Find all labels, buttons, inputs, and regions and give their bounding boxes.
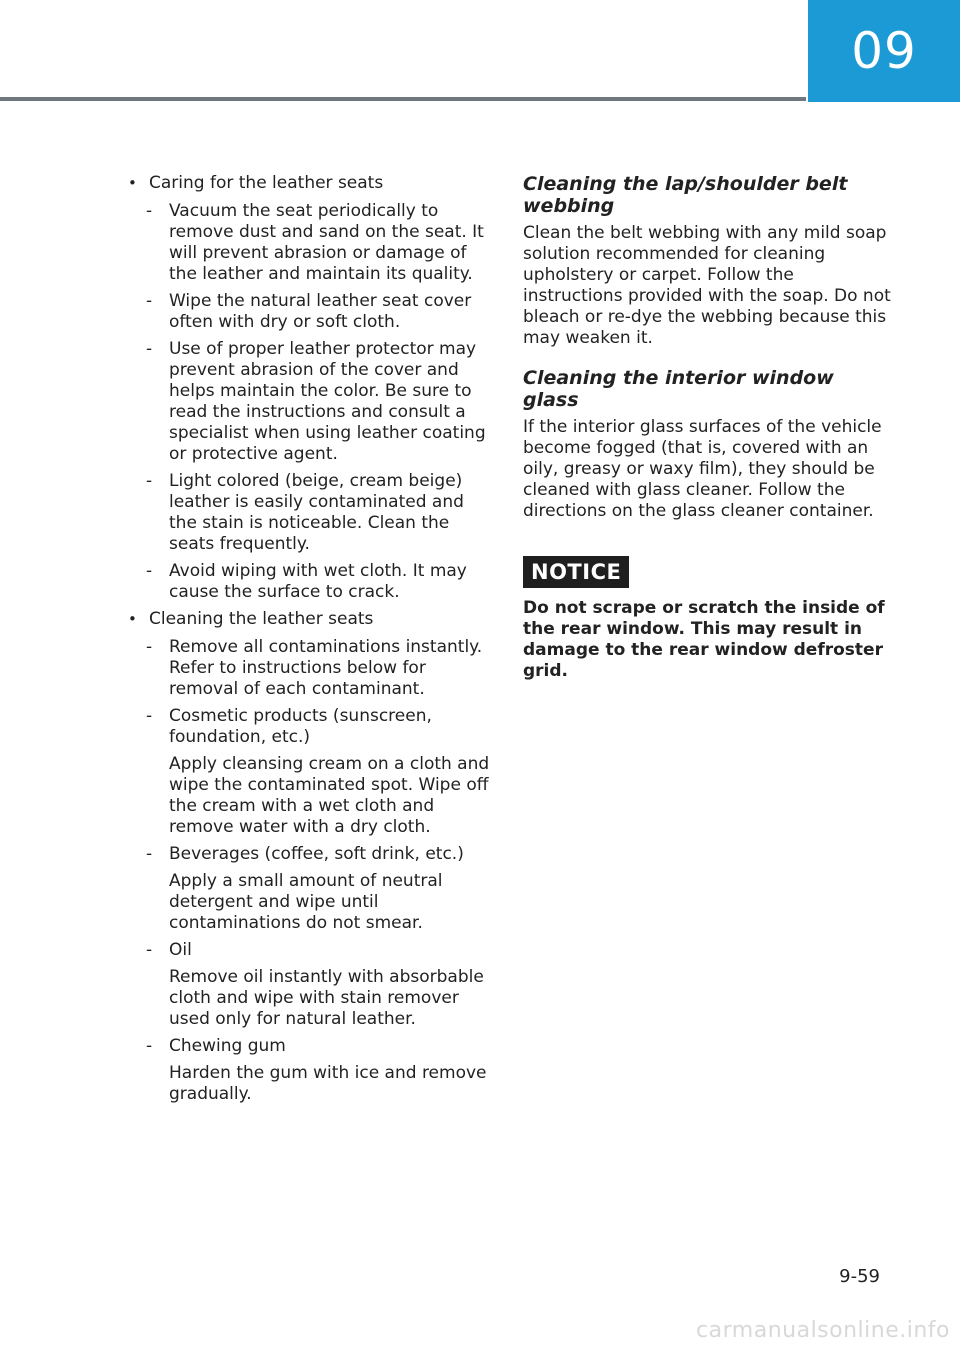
list-item: - Wipe the natural leather seat cover often with dry or soft cloth.: [146, 291, 472, 332]
header-rule: [0, 97, 806, 101]
belt-paragraph: Clean the belt webbing with any mild soap solution recommended for cleaning upholstery or carpet. Follow the instructions provided with the soap. Do not bleach or re-dye the webbing because this may weaken it.: [523, 223, 891, 348]
left-column: [128, 173, 490, 1111]
list-item: - Oil: [146, 940, 192, 960]
notice-text: Do not scrape or scratch the inside of the rear window. This may result in damage to the rear window defroster grid.: [523, 598, 885, 681]
list-item: - Light colored (beige, cream beige) leather is easily contaminated and the stain is noticeable. Clean the seats frequently.: [146, 471, 464, 554]
list-item: - Chewing gum: [146, 1036, 286, 1056]
list-item-detail: Harden the gum with ice and remove gradually.: [169, 1063, 487, 1104]
bullet-cleaning-leather: • Cleaning the leather seats: [128, 609, 490, 630]
list-item: - Beverages (coffee, soft drink, etc.): [146, 844, 464, 864]
watermark: carmanualsonline.info: [696, 1318, 950, 1343]
list-item: - Avoid wiping with wet cloth. It may cause the surface to crack.: [146, 561, 467, 602]
right-column: [523, 173, 893, 682]
belt-heading: Cleaning the lap/shoulder belt webbing: [523, 173, 848, 217]
list-item: - Use of proper leather protector may prevent abrasion of the cover and helps maintain the color. Be sure to read the instructions and consult a specialist when using leather coating or protective agent.: [146, 339, 486, 464]
glass-paragraph: If the interior glass surfaces of the vehicle become fogged (that is, covered with an oily, greasy or waxy film), they should be cleaned with glass cleaner. Follow the directions on the glass cleaner container.: [523, 417, 882, 521]
page-number: 9-59: [839, 1266, 880, 1287]
list-item: - Remove all contaminations instantly. Refer to instructions below for removal of each contaminant.: [146, 637, 483, 699]
list-item-detail: Apply cleansing cream on a cloth and wipe the contaminated spot. Wipe off the cream with a wet cloth and remove water with a dry cloth.: [169, 754, 490, 837]
list-item-detail: Apply a small amount of neutral detergent and wipe until contaminations do not smear.: [169, 871, 443, 933]
list-item: - Cosmetic products (sunscreen, foundation, etc.): [146, 706, 432, 747]
glass-heading: Cleaning the interior window glass: [523, 367, 834, 411]
notice-label: NOTICE: [523, 556, 629, 588]
list-item-detail: Remove oil instantly with absorbable cloth and wipe with stain remover used only for natural leather.: [169, 967, 484, 1029]
chapter-tab: 09: [808, 0, 960, 102]
list-item: - Vacuum the seat periodically to remove dust and sand on the seat. It will prevent abrasion or damage of the leather and maintain its quality.: [146, 201, 484, 284]
bullet-caring-leather: • Caring for the leather seats: [128, 173, 490, 194]
